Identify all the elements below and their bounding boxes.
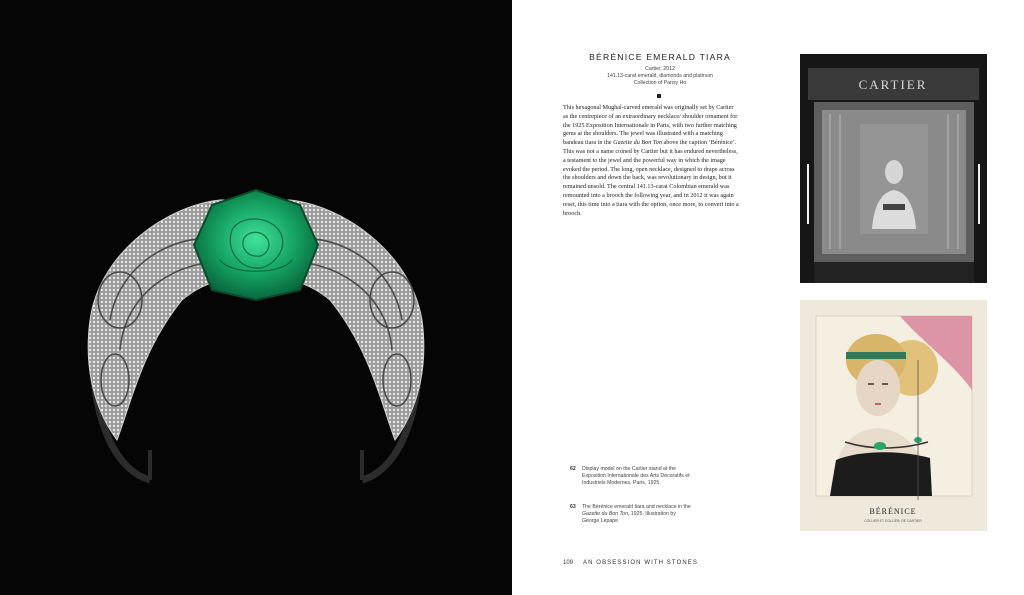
article-title: BÉRÉNICE EMERALD TIARA: [589, 52, 731, 62]
article-collection: Collection of Pansy Ho: [633, 80, 687, 86]
caption-62-text: Display model on the Cartier stand at the Exposition Internationale des Arts Décoratifs et Industriels Modernes, Paris, 1925: [582, 466, 690, 487]
caption-63-text: The Bérénice emerald tiara and necklace in the Gazette du Bon Ton, 1925. Illustration by George Lepape: [582, 504, 691, 525]
article-body: This hexagonal Mughal-carved emerald was originally set by Cartier as the centrepiece of an extraordinary necklace/ shoulder ornament for the 1925 Exposition Internationale in Paris, with two further matching gems at the shoulders. The jewel was illustrated with a matching bandeau tiara in the Gazette du Bon Ton above the caption ‘Bérénice’. This was not a name coined by Cartier but it has endured nevertheless, a testament to the jewel and the powerful way in which the image evoked the period. The long, open necklace, designed to drape across the shoulders and down the back, was revolutionary in design, but it remained unsold. The central 141.13-carat Colombian emerald was remounted into a brooch the following year, and in 2012 it was again reset, this time into a tiara with the option, once more, to convert into a brooch.: [563, 104, 739, 217]
cartier-display-photo: [800, 54, 987, 283]
caption-62-number: 62: [570, 466, 576, 472]
figure-face: [856, 360, 900, 416]
running-title: AN OBSESSION WITH STONES: [583, 560, 698, 566]
emerald-stone: [194, 190, 318, 300]
necklace-emerald: [874, 442, 886, 450]
article-maker: Cartier, 2012: [645, 66, 675, 72]
illustration-subtitle: COLLIER ET COLLIER, DE CARTIER: [864, 519, 922, 523]
article-materials: 141.13-carat emerald, diamonds and platinum: [607, 73, 713, 79]
illustration-title: BÉRÉNICE: [869, 507, 917, 516]
page-number: 109: [563, 560, 574, 566]
caption-63-number: 63: [570, 504, 576, 510]
gazette-illustration: [800, 300, 987, 531]
mannequin-head: [885, 160, 903, 184]
section-divider: [657, 94, 661, 98]
cartier-sign: CARTIER: [858, 77, 928, 92]
